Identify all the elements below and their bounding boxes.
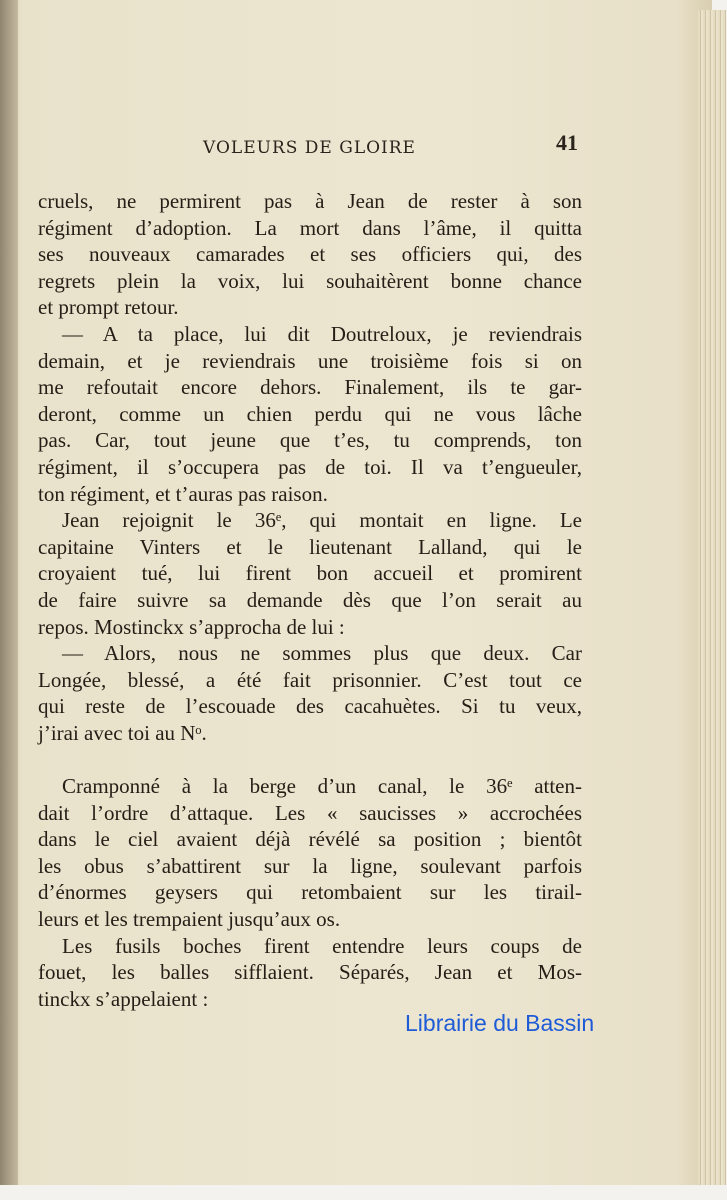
text-line: — Alors, nous ne sommes plus que deux. Car bbox=[62, 641, 582, 666]
text-line: et prompt retour. bbox=[38, 295, 179, 320]
text-line: tinckx s’appelaient : bbox=[38, 986, 209, 1011]
text-line: demain, et je reviendrais une troisième fois si on bbox=[38, 348, 582, 373]
text-line: repos. Mostinckx s’approcha de lui : bbox=[38, 614, 345, 639]
section-break bbox=[38, 746, 582, 773]
text-line: Cramponné à la berge d’un canal, le 36ᵉ atten- bbox=[62, 774, 582, 799]
text-line: ses nouveaux camarades et ses officiers qui, des bbox=[38, 242, 582, 267]
text-line: qui reste de l’escouade des cacahuètes. Si tu veux, bbox=[38, 694, 582, 719]
text-line: fouet, les balles sifflaient. Séparés, Jean et Mos- bbox=[38, 960, 582, 985]
text-line: Longée, blessé, a été fait prisonnier. C’est tout ce bbox=[38, 667, 582, 692]
binding-shadow bbox=[0, 0, 18, 1185]
text-line: d’énormes geysers qui retombaient sur les tirail- bbox=[38, 880, 582, 905]
text-line: Les fusils boches firent entendre leurs coups de bbox=[62, 933, 582, 958]
text-line: capitaine Vinters et le lieutenant Lalland, qui le bbox=[38, 534, 582, 559]
text-line: les obus s’abattirent sur la ligne, soulevant parfois bbox=[38, 853, 582, 878]
text-line: regrets plein la voix, lui souhaitèrent bonne chance bbox=[38, 268, 582, 293]
text-line: Jean rejoignit le 36ᵉ, qui montait en ligne. Le bbox=[62, 508, 582, 533]
body-text bbox=[38, 188, 582, 1012]
text-line: cruels, ne permirent pas à Jean de rester à son bbox=[38, 189, 582, 213]
watermark: Librairie du Bassin bbox=[405, 1010, 595, 1036]
page-number: 41 bbox=[556, 130, 578, 155]
text-line: dait l’ordre d’attaque. Les « saucisses » accrochées bbox=[38, 800, 582, 825]
running-title: VOLEURS DE GLOIRE bbox=[203, 138, 416, 158]
text-line: j’irai avec toi au Nᵒ. bbox=[38, 720, 207, 745]
page-edges bbox=[698, 10, 726, 1185]
text-line: dans le ciel avaient déjà révélé sa position ; bientôt bbox=[38, 827, 582, 852]
text-line: — A ta place, lui dit Doutreloux, je reviendrais bbox=[62, 321, 582, 346]
text-line: deront, comme un chien perdu qui ne vous lâche bbox=[38, 401, 582, 426]
text-line: régiment d’adoption. La mort dans l’âme, il quitta bbox=[38, 215, 582, 240]
text-line: leurs et les trempaient jusqu’aux os. bbox=[38, 907, 341, 932]
text-line: régiment, il s’occupera pas de toi. Il va t’engueuler, bbox=[38, 454, 582, 479]
text-line: me refoutait encore dehors. Finalement, ils te gar- bbox=[38, 375, 582, 400]
text-line: pas. Car, tout jeune que t’es, tu comprends, ton bbox=[38, 428, 582, 453]
text-line: croyaient tué, lui firent bon accueil et promirent bbox=[38, 561, 582, 586]
text-line: de faire suivre sa demande dès que l’on serait au bbox=[38, 587, 582, 612]
text-line: ton régiment, et t’auras pas raison. bbox=[38, 481, 328, 506]
